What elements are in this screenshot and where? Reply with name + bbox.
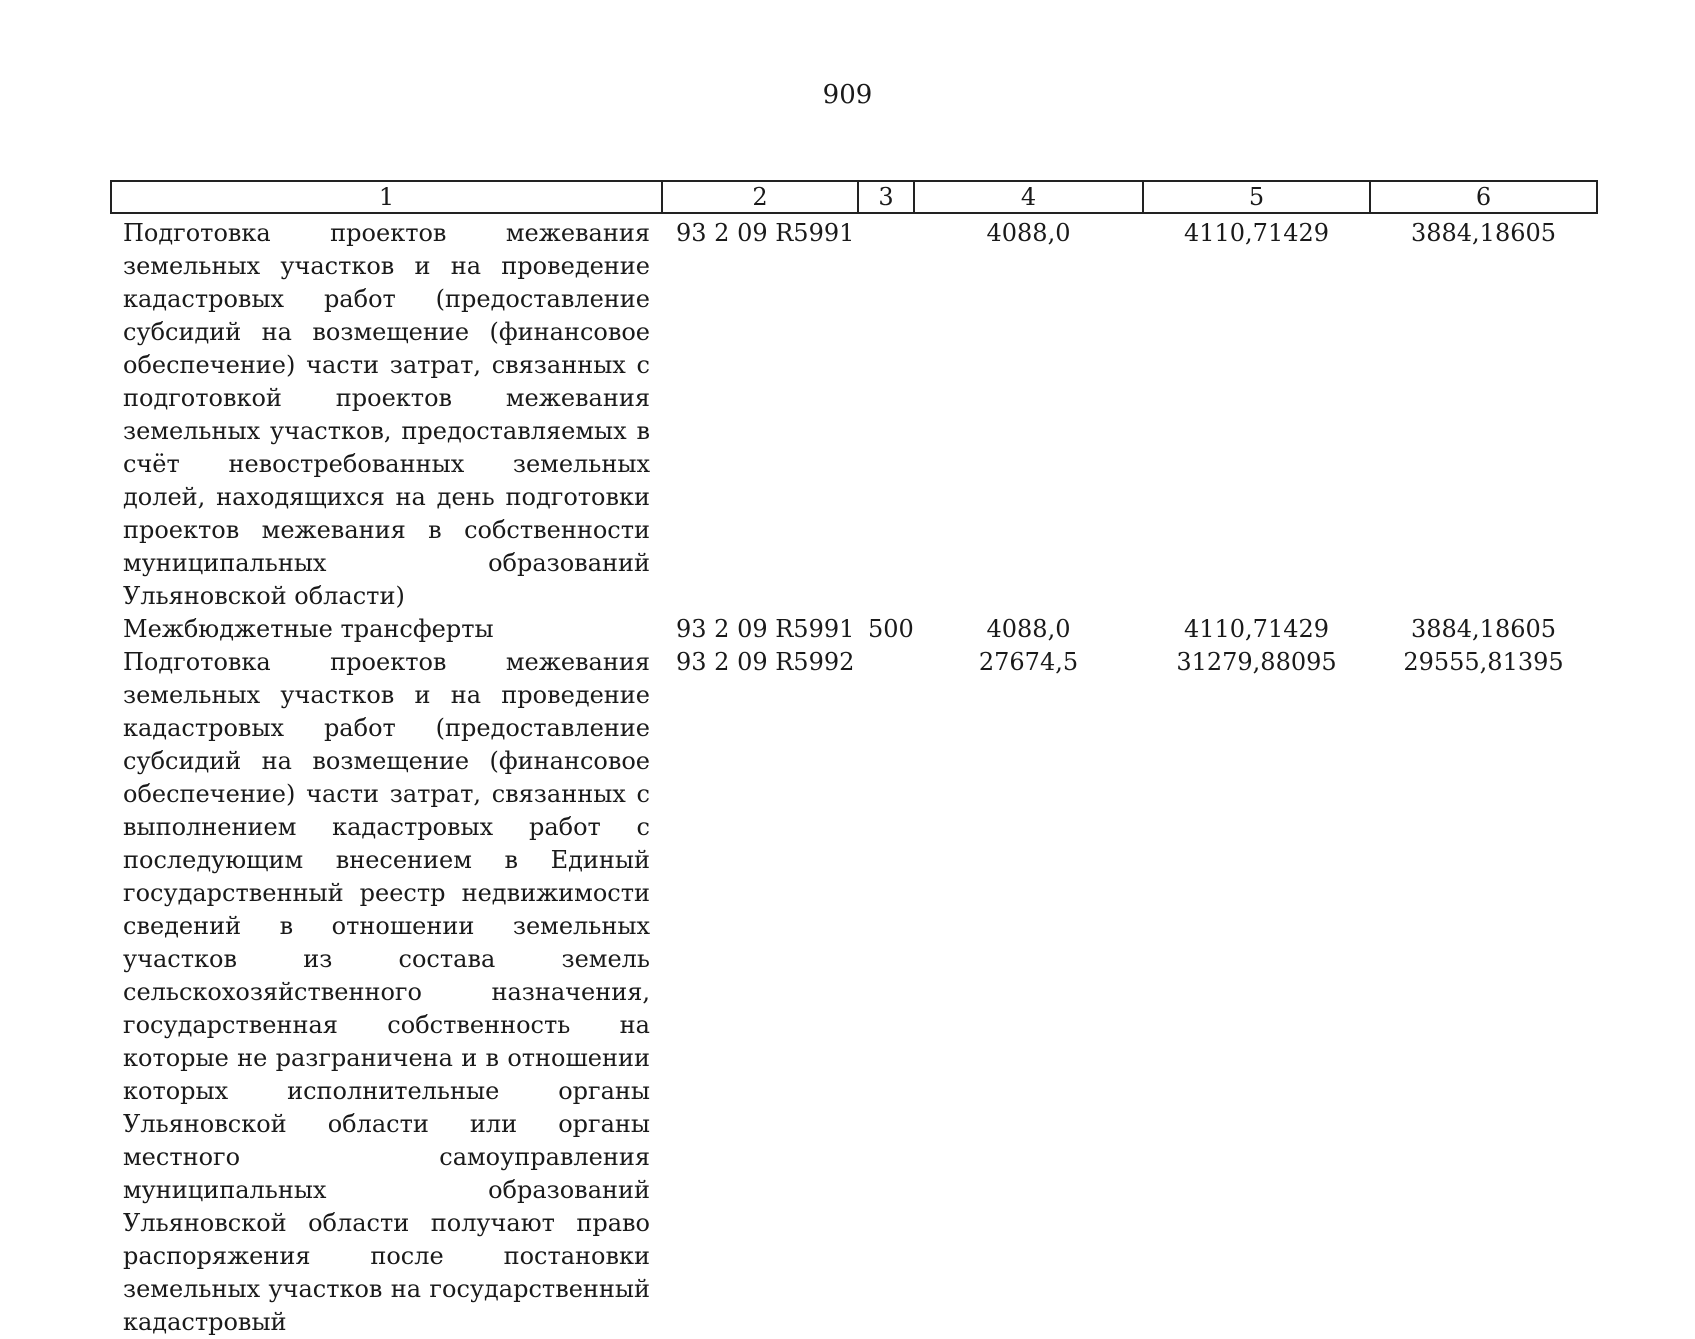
table-row xyxy=(111,646,1597,1339)
header-col-2: 2 xyxy=(662,181,858,213)
header-col-6: 6 xyxy=(1370,181,1597,213)
row-value-5: 4110,71429 xyxy=(1183,219,1330,247)
row-description: Подготовка проектов межевания земельных участков и на проведение кадастровых работ (предоставление субсидий на возмещение (финансовое обеспечение) части затрат, связанных с подготовкой проектов межевания земельных участков, предоставляемых в счёт невостребованных земельных долей, находящихся на день подготовки проектов межевания в собственности муниципальных образований Ульяновской области) xyxy=(123,219,650,610)
header-col-3: 3 xyxy=(858,181,914,213)
row-code: 93 2 09 R5991 xyxy=(676,615,855,643)
row-value-4: 4088,0 xyxy=(986,219,1071,247)
header-col-5: 5 xyxy=(1143,181,1370,213)
row-value-6: 3884,18605 xyxy=(1410,615,1557,643)
row-description: Межбюджетные трансферты xyxy=(123,615,494,643)
row-value-4: 27674,5 xyxy=(978,648,1079,676)
row-expense-type xyxy=(858,646,914,1339)
row-value-5: 4110,71429 xyxy=(1183,615,1330,643)
row-value-4: 4088,0 xyxy=(986,615,1071,643)
row-description: Подготовка проектов межевания земельных участков и на проведение кадастровых работ (предоставление субсидий на возмещение (финансовое обеспечение) части затрат, связанных с выполнением кадастровых работ с последующим внесением в Единый государственный реестр недвижимости сведений в отношении земельных участков из состава земель сельскохозяйственного назначения, государственная собственность на которые не разграничена и в отношении которых исполнительные органы Ульяновской области или органы местного самоуправления муниципальных образований Ульяновской области получают право распоряжения после постановки земельных участков на государственный кадастровый xyxy=(123,648,650,1336)
row-value-6: 29555,81395 xyxy=(1403,648,1564,676)
row-expense-type: 500 xyxy=(868,615,914,643)
row-code: 93 2 09 R5991 xyxy=(676,219,855,247)
table-row xyxy=(111,613,1597,646)
table-row xyxy=(111,213,1597,613)
row-code: 93 2 09 R5992 xyxy=(676,648,855,676)
page-number: 909 xyxy=(822,80,873,110)
header-col-1: 1 xyxy=(111,181,662,213)
budget-table xyxy=(110,180,1598,1339)
table-header-row xyxy=(111,181,1597,213)
row-value-5: 31279,88095 xyxy=(1176,648,1337,676)
row-expense-type xyxy=(858,213,914,613)
header-col-4: 4 xyxy=(914,181,1143,213)
row-value-6: 3884,18605 xyxy=(1410,219,1557,247)
